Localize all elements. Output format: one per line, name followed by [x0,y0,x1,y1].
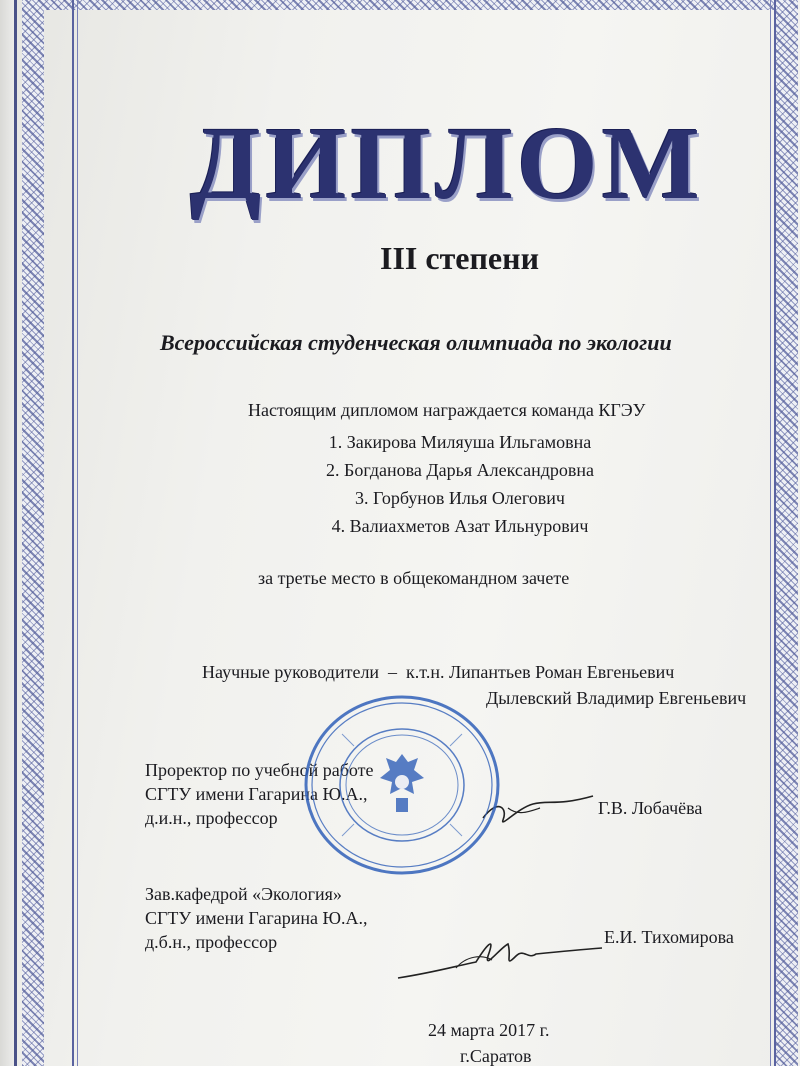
prorector-name: Г.В. Лобачёва [598,798,703,818]
prorector-degree-line: д.и.н., профессор [145,808,278,828]
team-member: 4. Валиахметов Азат Ильнурович [331,516,589,536]
head-degree-line: д.б.н., профессор [145,932,278,952]
official-stamp [302,694,502,876]
issue-date: 24 марта 2017 г. [428,1020,550,1040]
olympiad-name: Всероссийская студенческая олимпиада по экологии [160,330,672,355]
supervisor-second: Дылевский Владимир Евгеньевич [486,688,747,708]
diploma-degree: III степени [380,240,539,276]
issue-city: г.Саратов [460,1046,532,1066]
place-text: за третье место в общекомандном зачете [258,568,570,588]
team-member: 1. Закирова Миляуша Ильгамовна [328,432,592,452]
head-university-line: СГТУ имени Гагарина Ю.А., [145,908,368,928]
head-name: Е.И. Тихомирова [604,927,734,947]
head-title-line: Зав.кафедрой «Экология» [145,884,342,904]
prorector-title-line: Проректор по учебной работе [145,760,374,780]
team-member: 2. Богданова Дарья Александровна [326,460,594,480]
award-line: Настоящим дипломом награждается команда КГЭУ [248,400,646,420]
prorector-university-line: СГТУ имени Гагарина Ю.А., [145,784,368,804]
team-member: 3. Горбунов Илья Олегович [355,488,565,508]
diploma-title: ДИПЛОМ [190,106,704,221]
supervisors-line: Научные руководители – к.т.н. Липантьев Роман Евгеньевич [202,662,675,682]
head-signature [396,926,606,986]
